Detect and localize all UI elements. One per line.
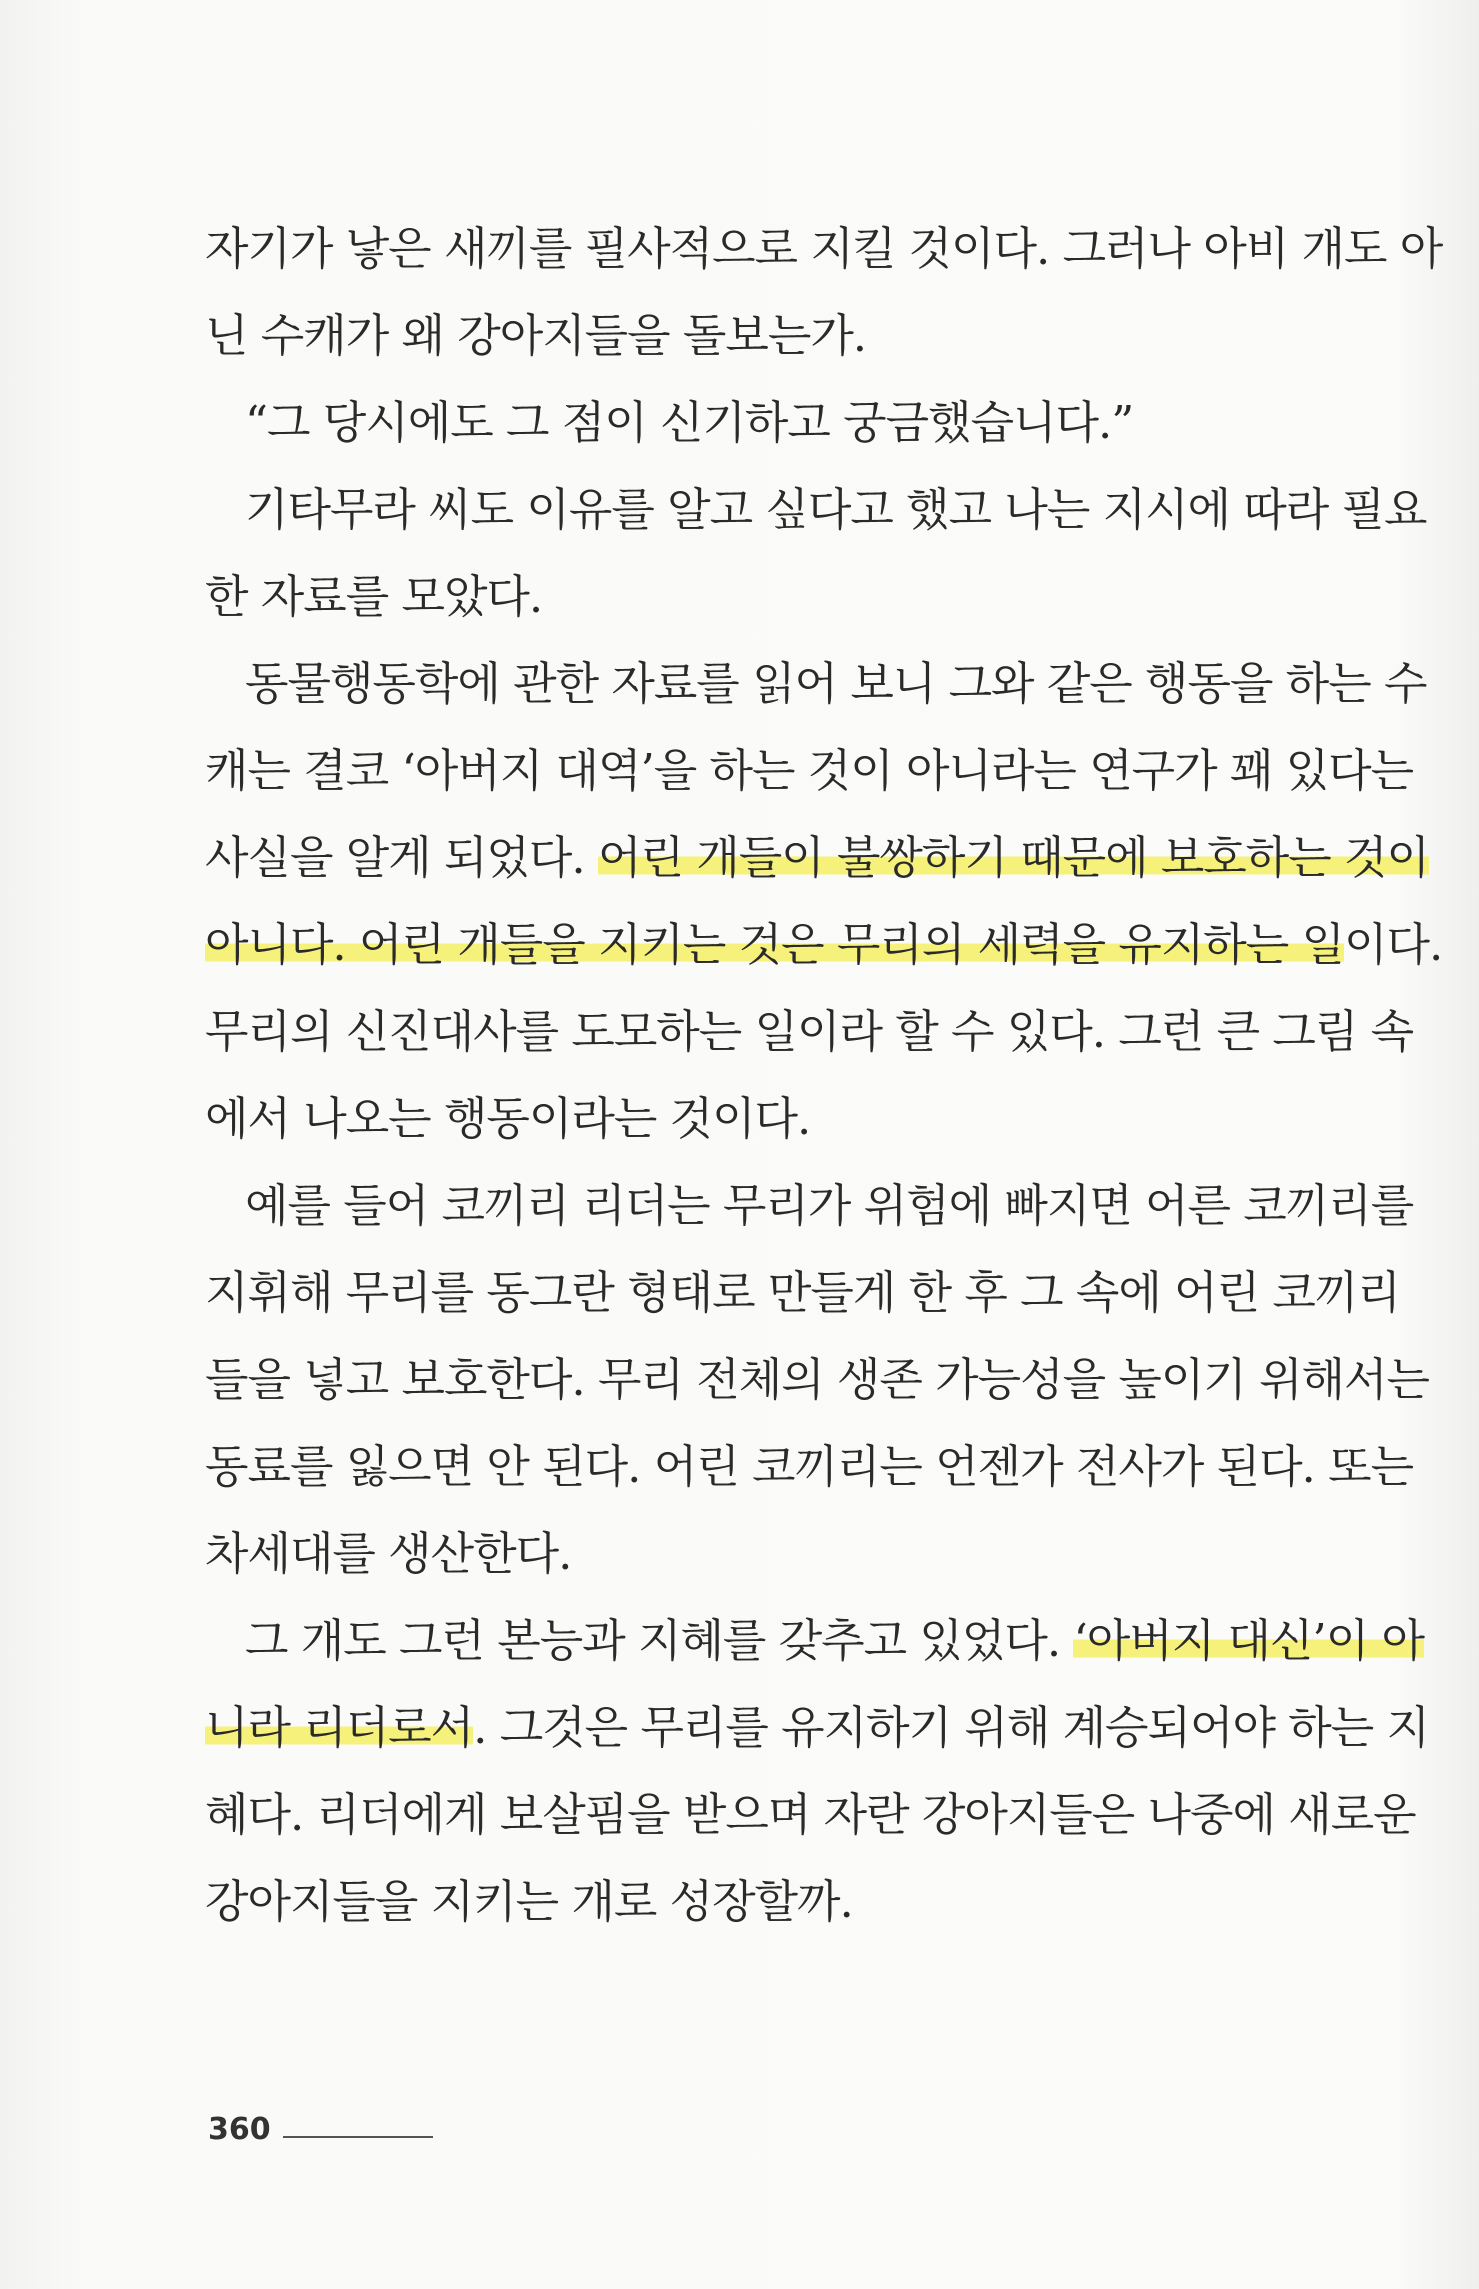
highlighted-text: 아니다. 어린 개들을 지키는 것은 무리의 세력을 유지하는 일	[205, 918, 1345, 971]
highlighted-text: 니라 리더로서	[205, 1701, 474, 1754]
text-line: 기타무라 씨도 이유를 알고 싶다고 했고 나는 지시에 따라 필요	[245, 483, 1427, 536]
text-line: 무리의 신진대사를 도모하는 일이라 할 수 있다. 그런 큰 그림 속	[205, 1005, 1414, 1058]
footer-rule	[283, 2136, 433, 2138]
body-text	[205, 205, 1443, 1945]
text-line-quote: “그 당시에도 그 점이 신기하고 궁금했습니다.”	[245, 396, 1134, 449]
text-line: 차세대를 생산한다.	[205, 1527, 572, 1580]
text-line: 닌 수캐가 왜 강아지들을 돌보는가.	[205, 309, 867, 362]
text-line	[205, 1597, 1424, 1684]
text-segment: 그 개도 그런 본능과 지혜를 갖추고 있었다.	[245, 1614, 1074, 1667]
highlighted-text: 어린 개들이 불쌍하기 때문에 보호하는 것이	[597, 831, 1429, 884]
text-line: 캐는 결코 ‘아버지 대역’을 하는 것이 아니라는 연구가 꽤 있다는	[205, 744, 1414, 797]
text-line: 지휘해 무리를 동그란 형태로 만들게 한 후 그 속에 어린 코끼리	[205, 1266, 1400, 1319]
text-line: 동물행동학에 관한 자료를 읽어 보니 그와 같은 행동을 하는 수	[245, 657, 1427, 710]
page-number: 360	[208, 2112, 271, 2147]
text-line: 동료를 잃으면 안 된다. 어린 코끼리는 언젠가 전사가 된다. 또는	[205, 1440, 1414, 1493]
text-segment: 이다.	[1344, 918, 1443, 971]
text-line: 강아지들을 지키는 개로 성장할까.	[205, 1875, 853, 1928]
text-line	[205, 814, 1429, 901]
text-line	[205, 901, 1443, 988]
highlighted-text: ‘아버지 대신’이 아	[1073, 1614, 1424, 1667]
text-line	[205, 1684, 1429, 1771]
text-line: 에서 나오는 행동이라는 것이다.	[205, 1092, 811, 1145]
text-line: 혜다. 리더에게 보살핌을 받으며 자란 강아지들은 나중에 새로운	[205, 1788, 1416, 1841]
text-line: 예를 들어 코끼리 리더는 무리가 위험에 빠지면 어른 코끼리를	[245, 1179, 1414, 1232]
text-line: 들을 넣고 보호한다. 무리 전체의 생존 가능성을 높이기 위해서는	[205, 1353, 1429, 1406]
text-segment: . 그것은 무리를 유지하기 위해 계승되어야 하는 지	[473, 1701, 1429, 1754]
text-line: 자기가 낳은 새끼를 필사적으로 지킬 것이다. 그러나 아비 개도 아	[205, 222, 1443, 275]
page-footer	[208, 2112, 433, 2147]
text-line: 한 자료를 모았다.	[205, 570, 543, 623]
text-segment: 사실을 알게 되었다.	[205, 831, 598, 884]
